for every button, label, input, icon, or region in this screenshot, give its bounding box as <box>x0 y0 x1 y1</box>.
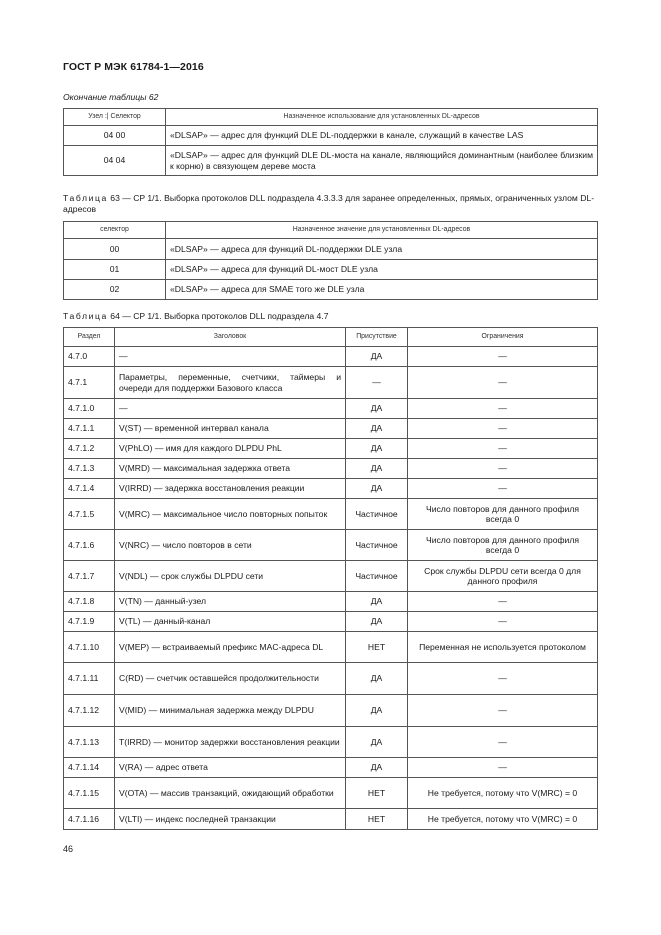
row-limitation: Не требуется, потому что V(MRC) = 0 <box>408 778 598 809</box>
row-limitation: — <box>408 727 598 758</box>
row-code: 04 00 <box>64 126 166 146</box>
row-title: T(IRRD) — монитор задержки восстановления реакции <box>115 727 346 758</box>
row-presence: ДА <box>346 612 408 632</box>
table-row <box>64 367 598 399</box>
row-code: 02 <box>64 280 166 300</box>
table-row <box>64 419 598 439</box>
table-word: Таблица <box>63 311 108 321</box>
col-header-value: Назначенное значение для установленных DL-адресов <box>166 222 598 239</box>
row-code: 01 <box>64 260 166 280</box>
col-header-limitations: Ограничения <box>408 328 598 347</box>
row-presence: НЕТ <box>346 632 408 663</box>
row-description: «DLSAP» — адреса для функций DL-мост DLE узла <box>166 260 598 280</box>
row-section: 4.7.1 <box>64 367 115 399</box>
row-section: 4.7.1.1 <box>64 419 115 439</box>
row-presence: ДА <box>346 758 408 778</box>
row-limitation: Не требуется, потому что V(MRC) = 0 <box>408 809 598 830</box>
row-limitation: — <box>408 663 598 695</box>
row-section: 4.7.1.3 <box>64 459 115 479</box>
table-row <box>64 592 598 612</box>
row-description: «DLSAP» — адрес для функций DLE DL-поддержки в канале, служащий в качестве LAS <box>166 126 598 146</box>
row-title: V(RA) — адрес ответа <box>115 758 346 778</box>
table-63-caption <box>63 193 598 215</box>
row-title: V(TN) — данный-узел <box>115 592 346 612</box>
table-row <box>64 727 598 758</box>
table-header-row <box>64 328 598 347</box>
row-limitation: Число повторов для данного профиля всегда 0 <box>408 530 598 561</box>
row-presence: НЕТ <box>346 809 408 830</box>
row-title: V(PhLO) — имя для каждого DLPDU PhL <box>115 439 346 459</box>
row-section: 4.7.1.0 <box>64 399 115 419</box>
row-title: V(NRC) — число повторов в сети <box>115 530 346 561</box>
row-section: 4.7.1.5 <box>64 499 115 530</box>
row-title: V(OTA) — массив транзакций, ожидающий обработки <box>115 778 346 809</box>
row-title: V(IRRD) — задержка восстановления реакции <box>115 479 346 499</box>
table-row <box>64 479 598 499</box>
row-section: 4.7.1.11 <box>64 663 115 695</box>
table-row <box>64 778 598 809</box>
row-title: V(LTI) — индекс последней транзакции <box>115 809 346 830</box>
col-header-selector: селектор <box>64 222 166 239</box>
row-title: V(MEP) — встраиваемый префикс MAC-адреса DL <box>115 632 346 663</box>
table-row <box>64 439 598 459</box>
table-row <box>64 280 598 300</box>
row-section: 4.7.1.6 <box>64 530 115 561</box>
row-presence: ДА <box>346 459 408 479</box>
row-presence: ДА <box>346 439 408 459</box>
row-title: — <box>115 347 346 367</box>
row-presence: ДА <box>346 592 408 612</box>
row-limitation: — <box>408 695 598 727</box>
table-64 <box>63 327 598 830</box>
table-row <box>64 695 598 727</box>
row-presence: ДА <box>346 663 408 695</box>
row-title: C(RD) — счетчик оставшейся продолжительности <box>115 663 346 695</box>
row-limitation: — <box>408 347 598 367</box>
row-title: V(TL) — данный-канал <box>115 612 346 632</box>
row-section: 4.7.1.13 <box>64 727 115 758</box>
table-header-row <box>64 109 598 126</box>
table-62 <box>63 108 598 176</box>
row-limitation: — <box>408 612 598 632</box>
row-section: 4.7.1.14 <box>64 758 115 778</box>
row-section: 4.7.1.7 <box>64 561 115 592</box>
table-63-title: 63 — CP 1/1. Выборка протоколов DLL подраздела 4.3.3.3 для заранее определенных, прямых, ограниченных узлом DL-адресов <box>63 193 595 214</box>
row-presence: — <box>346 367 408 399</box>
row-title: Параметры, переменные, счетчики, таймеры и очереди для поддержки Базового класса <box>115 367 346 399</box>
table-64-caption <box>63 311 329 322</box>
row-description: «DLSAP» — адреса для SMAE того же DLE узла <box>166 280 598 300</box>
row-limitation: Число повторов для данного профиля всегда 0 <box>408 499 598 530</box>
row-presence: ДА <box>346 399 408 419</box>
row-presence: Частичное <box>346 530 408 561</box>
standard-header: ГОСТ Р МЭК 61784-1—2016 <box>63 61 204 73</box>
row-presence: ДА <box>346 479 408 499</box>
row-limitation: — <box>408 459 598 479</box>
table-row <box>64 399 598 419</box>
table-row <box>64 663 598 695</box>
table-63 <box>63 221 598 300</box>
row-title: V(MRD) — максимальная задержка ответа <box>115 459 346 479</box>
row-presence: ДА <box>346 347 408 367</box>
row-limitation: — <box>408 592 598 612</box>
row-section: 4.7.1.10 <box>64 632 115 663</box>
table-62-caption: Окончание таблицы 62 <box>63 92 159 102</box>
row-limitation: — <box>408 758 598 778</box>
row-title: V(ST) — временной интервал канала <box>115 419 346 439</box>
row-description: «DLSAP» — адреса для функций DL-поддержки DLE узла <box>166 239 598 260</box>
row-presence: ДА <box>346 727 408 758</box>
row-title: V(NDL) — срок службы DLPDU сети <box>115 561 346 592</box>
col-header-presence: Присутствие <box>346 328 408 347</box>
row-section: 4.7.1.16 <box>64 809 115 830</box>
table-row <box>64 239 598 260</box>
page-number: 46 <box>63 844 74 854</box>
row-presence: ДА <box>346 419 408 439</box>
row-code: 04 04 <box>64 146 166 176</box>
row-section: 4.7.1.8 <box>64 592 115 612</box>
table-row <box>64 146 598 176</box>
row-presence: Частичное <box>346 561 408 592</box>
col-header-usage: Назначенное использование для установленных DL-адресов <box>166 109 598 126</box>
row-section: 4.7.1.12 <box>64 695 115 727</box>
table-64-title: 64 — CP 1/1. Выборка протоколов DLL подраздела 4.7 <box>107 311 329 321</box>
row-title: V(MRC) — максимальное число повторных попыток <box>115 499 346 530</box>
row-section: 4.7.1.4 <box>64 479 115 499</box>
row-title: — <box>115 399 346 419</box>
table-row <box>64 809 598 830</box>
table-row <box>64 561 598 592</box>
row-description: «DLSAP» — адрес для функций DLE DL-моста на канале, являющийся доминантным (наиболее близким к корню) в связующем дереве моста <box>166 146 598 176</box>
col-header-title: Заголовок <box>115 328 346 347</box>
row-limitation: — <box>408 419 598 439</box>
table-row <box>64 499 598 530</box>
row-section: 4.7.1.2 <box>64 439 115 459</box>
row-code: 00 <box>64 239 166 260</box>
col-header-section: Раздел <box>64 328 115 347</box>
table-row <box>64 126 598 146</box>
table-row <box>64 459 598 479</box>
table-word: Таблица <box>63 193 108 203</box>
row-presence: ДА <box>346 695 408 727</box>
row-limitation: — <box>408 439 598 459</box>
table-header-row <box>64 222 598 239</box>
table-row <box>64 347 598 367</box>
row-section: 4.7.0 <box>64 347 115 367</box>
table-row <box>64 612 598 632</box>
row-limitation: — <box>408 367 598 399</box>
row-title: V(MID) — минимальная задержка между DLPDU <box>115 695 346 727</box>
table-row <box>64 632 598 663</box>
row-presence: НЕТ <box>346 778 408 809</box>
row-limitation: Переменная не используется протоколом <box>408 632 598 663</box>
row-section: 4.7.1.15 <box>64 778 115 809</box>
row-limitation: — <box>408 399 598 419</box>
row-limitation: — <box>408 479 598 499</box>
row-presence: Частичное <box>346 499 408 530</box>
table-row <box>64 530 598 561</box>
table-row <box>64 260 598 280</box>
row-limitation: Срок службы DLPDU сети всегда 0 для данного профиля <box>408 561 598 592</box>
col-header-node-selector: Узел :| Селектор <box>64 109 166 126</box>
row-section: 4.7.1.9 <box>64 612 115 632</box>
table-row <box>64 758 598 778</box>
